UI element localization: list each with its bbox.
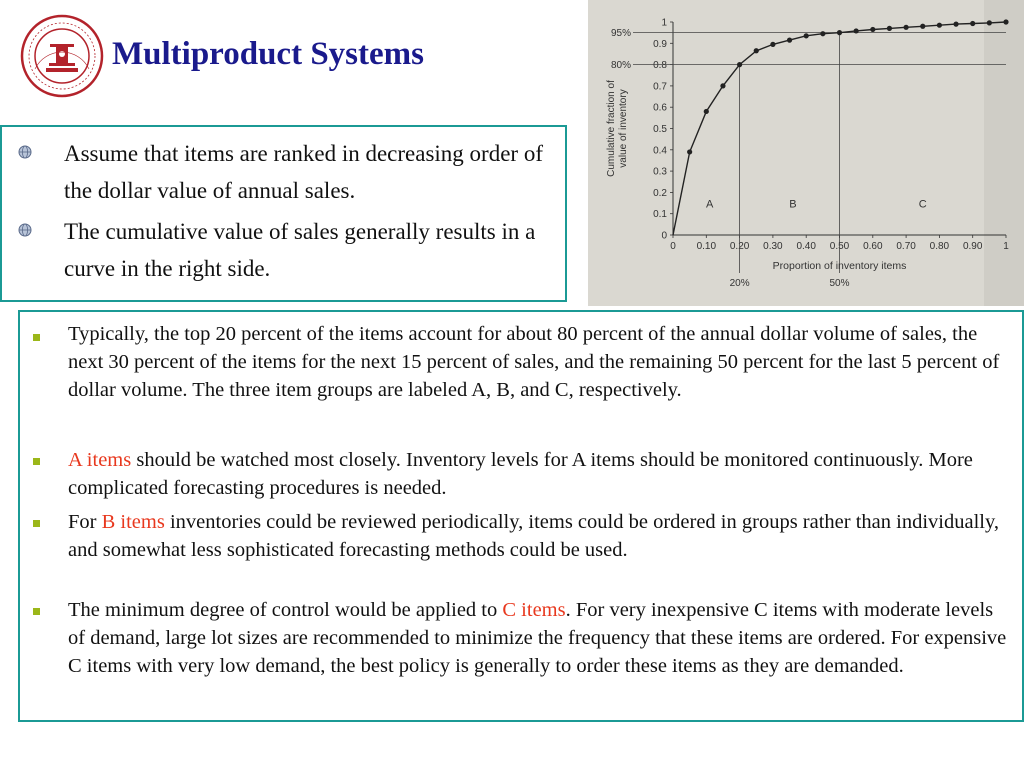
- y-tick-label: 0.1: [653, 209, 667, 221]
- data-point: [937, 23, 942, 28]
- x-tick-label: 0: [670, 241, 676, 252]
- y-reference-label: 95%: [611, 28, 632, 40]
- data-point: [754, 48, 759, 53]
- intro-bullet: [64, 135, 564, 209]
- square-bullet-icon: [33, 608, 40, 615]
- data-point: [687, 149, 692, 154]
- square-bullet-icon: [33, 520, 40, 527]
- x-tick-label: 0.40: [796, 241, 816, 252]
- x-reference-label: 50%: [829, 278, 850, 289]
- detail-bullet: [68, 446, 1008, 502]
- data-point: [720, 83, 725, 88]
- detail-bullet: [68, 508, 1008, 564]
- data-point: [870, 27, 875, 32]
- data-point: [970, 21, 975, 26]
- details-bullets-box: [18, 310, 1024, 722]
- y-tick-label: 0.8: [653, 60, 667, 72]
- region-label: C: [918, 198, 927, 211]
- y-tick-label: 1: [661, 17, 667, 29]
- data-point: [1003, 19, 1008, 24]
- y-axis-title: value of inventory: [618, 89, 629, 168]
- y-tick-label: 0.5: [653, 124, 667, 135]
- c-items-highlight: C items: [502, 599, 566, 621]
- data-point: [804, 33, 809, 38]
- region-label: A: [705, 198, 714, 211]
- detail-bullet-text: inventories could be reviewed periodically, items could be ordered in groups rather than individually, and somewhat less sophisticated forecasting methods could be used.: [68, 511, 1000, 561]
- data-point: [704, 109, 709, 114]
- x-tick-label: 0.70: [896, 241, 916, 252]
- y-tick-label: 0: [661, 230, 667, 242]
- y-tick-label: 0.7: [653, 81, 667, 93]
- data-point: [737, 62, 742, 67]
- intro-bullets-box: [0, 125, 567, 302]
- y-reference-label: 80%: [611, 60, 632, 72]
- data-point: [770, 42, 775, 47]
- detail-bullet: [68, 320, 1008, 404]
- x-reference-label: 20%: [729, 278, 750, 289]
- detail-bullet: [68, 596, 1008, 680]
- globe-bullet-icon: [18, 223, 32, 237]
- data-point: [987, 20, 992, 25]
- y-tick-label: 0.3: [653, 166, 667, 178]
- y-axis-title: Cumulative fraction of: [606, 80, 617, 177]
- page-title: Multiproduct Systems: [112, 36, 424, 72]
- intro-bullet: [64, 213, 564, 287]
- y-tick-label: 0.4: [653, 145, 667, 157]
- x-tick-label: 1: [1003, 241, 1009, 252]
- x-tick-label: 0.20: [729, 241, 750, 252]
- x-tick-label: 0.10: [696, 241, 717, 252]
- square-bullet-icon: [33, 458, 40, 465]
- b-items-highlight: B items: [101, 511, 165, 533]
- detail-bullet-text: For: [68, 511, 102, 533]
- x-tick-label: 0.50: [829, 241, 850, 252]
- region-label: B: [789, 198, 797, 211]
- data-point: [837, 30, 842, 35]
- x-tick-label: 0.60: [863, 241, 883, 252]
- globe-bullet-icon: [18, 145, 32, 159]
- detail-bullet-text: The minimum degree of control would be applied to: [68, 599, 503, 621]
- x-tick-label: 0.30: [763, 241, 783, 252]
- y-tick-label: 0.2: [653, 187, 667, 199]
- intro-bullet-text: The cumulative value of sales generally results in a curve in the right side.: [64, 219, 536, 281]
- y-tick-label: 0.9: [653, 38, 667, 50]
- data-point: [920, 24, 925, 29]
- y-tick-label: 0.6: [653, 102, 667, 114]
- data-point: [787, 38, 792, 43]
- intro-bullet-text: Assume that items are ranked in decreasing order of the dollar value of annual sales.: [64, 141, 543, 203]
- detail-bullet-text: . For very inexpensive C items with moderate levels of demand, large lot sizes are recommended to minimize the frequency that these items are ordered. For expensive C items with very low demand, the best policy is generally to order these items as they are demanded.: [68, 599, 1007, 677]
- square-bullet-icon: [33, 334, 40, 341]
- abc-curve-chart: [588, 0, 1024, 306]
- x-axis-title: Proportion of inventory items: [772, 260, 907, 272]
- university-logo: [20, 14, 104, 98]
- data-point: [820, 31, 825, 36]
- a-items-highlight: A items: [68, 449, 132, 471]
- data-point: [904, 25, 909, 30]
- x-tick-label: 0.90: [962, 241, 983, 252]
- data-point: [854, 28, 859, 33]
- detail-bullet-text: Typically, the top 20 percent of the items account for about 80 percent of the annual dollar volume of sales, the next 30 percent of the items for the next 15 percent of sales, and the remaining 50 percent for the last 5 percent of dollar volume. The three item groups are labeled A, B, and C, respectively.: [68, 323, 1000, 401]
- data-point: [887, 26, 892, 31]
- data-point: [953, 22, 958, 27]
- x-tick-label: 0.80: [929, 241, 950, 252]
- detail-bullet-text: should be watched most closely. Inventory levels for A items should be monitored continuously. More complicated forecasting procedures is needed.: [68, 449, 973, 499]
